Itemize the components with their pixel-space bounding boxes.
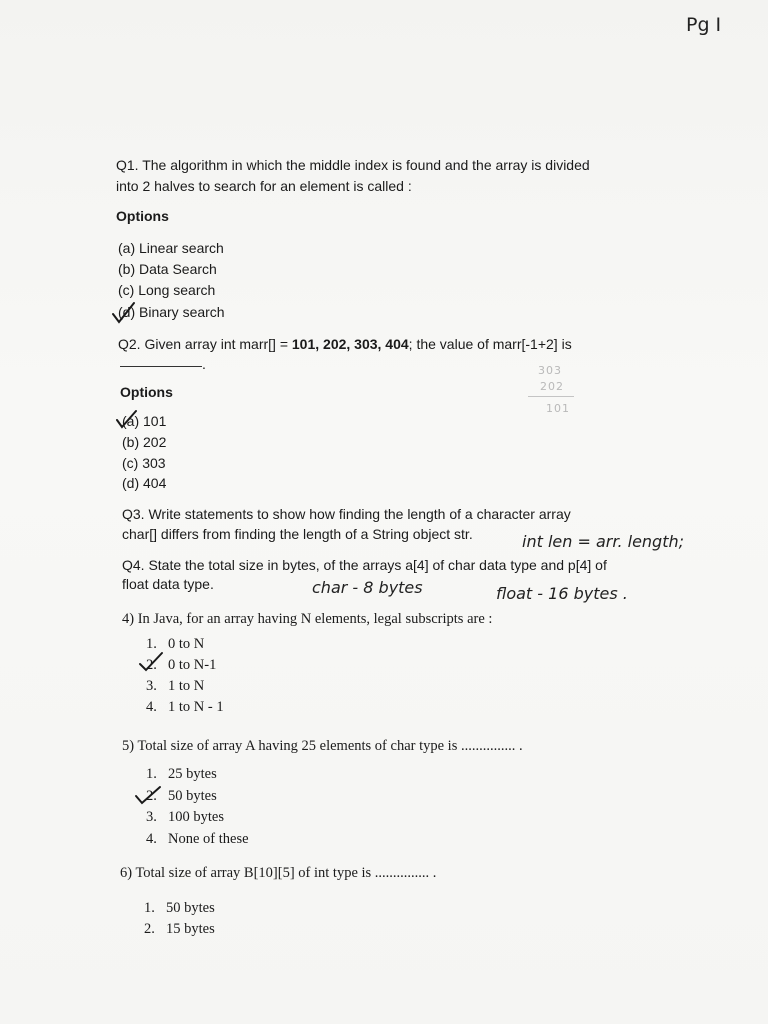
check-mark-icon — [114, 408, 154, 432]
option-number: 3. — [146, 678, 157, 694]
option-number: 1. — [146, 636, 157, 652]
option-number: 4. — [146, 699, 157, 715]
q3-handwritten-answer: int len = arr. length; — [522, 532, 685, 551]
q2-answer-blank — [120, 366, 202, 367]
scratch-divider — [528, 396, 574, 397]
option-text: None of these — [168, 831, 249, 847]
page-number: Pg I — [686, 14, 722, 36]
q3-question-line-2: char[] differs from finding the length of a String object str. — [122, 526, 473, 542]
scratch-note-1: 303 — [538, 364, 562, 377]
option-text: 1 to N — [168, 678, 205, 694]
q1-option-c: (c) Long search — [118, 282, 216, 298]
q4-handwritten-answer-char: char - 8 bytes — [312, 578, 423, 597]
mcq5-option-1 — [146, 766, 217, 783]
check-mark-icon — [138, 650, 172, 674]
option-number: 1. — [146, 766, 157, 782]
q2-array-values: 101, 202, 303, 404 — [291, 336, 409, 352]
option-text: 50 bytes — [166, 900, 215, 916]
q2-question-prefix: Q2. Given array int marr[] = — [118, 336, 292, 352]
mcq6-option-1 — [144, 900, 215, 917]
option-text: 15 bytes — [166, 921, 215, 937]
q1-option-d: (d) Binary search — [118, 304, 225, 320]
mcq4-option-4 — [146, 699, 224, 716]
option-text: 50 bytes — [168, 788, 217, 804]
option-number: 2. — [144, 921, 155, 937]
q2-option-a: (a) 101 — [122, 413, 167, 429]
q2-option-d: (d) 404 — [122, 475, 167, 491]
mcq6-option-2 — [144, 921, 215, 938]
q2-question-line — [118, 336, 572, 352]
option-number: 3. — [146, 809, 157, 825]
option-number: 1. — [144, 900, 155, 916]
q4-handwritten-answer-float: float - 16 bytes . — [496, 584, 628, 603]
scratch-note-2: 202 — [540, 380, 564, 393]
q2-option-c: (c) 303 — [122, 455, 166, 471]
q2-option-b: (b) 202 — [122, 434, 167, 450]
option-text: 25 bytes — [168, 766, 217, 782]
option-text: 1 to N - 1 — [168, 699, 224, 715]
option-text: 0 to N-1 — [168, 657, 217, 673]
q2-blank-end: . — [202, 356, 206, 372]
q1-options-heading: Options — [116, 208, 169, 224]
mcq5-option-4 — [146, 831, 249, 848]
mcq5-question: 5) Total size of array A having 25 elements of char type is ............... . — [122, 738, 523, 754]
q1-option-a: (a) Linear search — [118, 240, 224, 256]
option-text: 100 bytes — [168, 809, 224, 825]
q1-option-b: (b) Data Search — [118, 261, 217, 277]
option-number: 2. — [146, 788, 157, 804]
mcq4-question: 4) In Java, for an array having N elements, legal subscripts are : — [122, 611, 493, 627]
check-mark-icon — [134, 784, 168, 808]
check-mark-icon — [110, 300, 150, 326]
mcq5-option-3 — [146, 809, 224, 826]
mcq4-option-3 — [146, 678, 204, 695]
q2-options-heading: Options — [120, 384, 173, 400]
option-number: 2. — [146, 657, 157, 673]
q4-question-line-2: float data type. — [122, 576, 214, 592]
option-number: 4. — [146, 831, 157, 847]
mcq6-question: 6) Total size of array B[10][5] of int type is ............... . — [120, 865, 437, 881]
q1-question-line-1: Q1. The algorithm in which the middle index is found and the array is divided — [116, 157, 590, 173]
q1-question-line-2: into 2 halves to search for an element is called : — [116, 178, 412, 194]
scratch-note-3: 101 — [546, 402, 570, 415]
q2-question-suffix: ; the value of marr[-1+2] is — [408, 336, 572, 352]
q4-question-line-1: Q4. State the total size in bytes, of the arrays a[4] of char data type and p[4] of — [122, 557, 607, 573]
q3-question-line-1: Q3. Write statements to show how finding the length of a character array — [122, 506, 571, 522]
option-text: 0 to N — [168, 636, 205, 652]
